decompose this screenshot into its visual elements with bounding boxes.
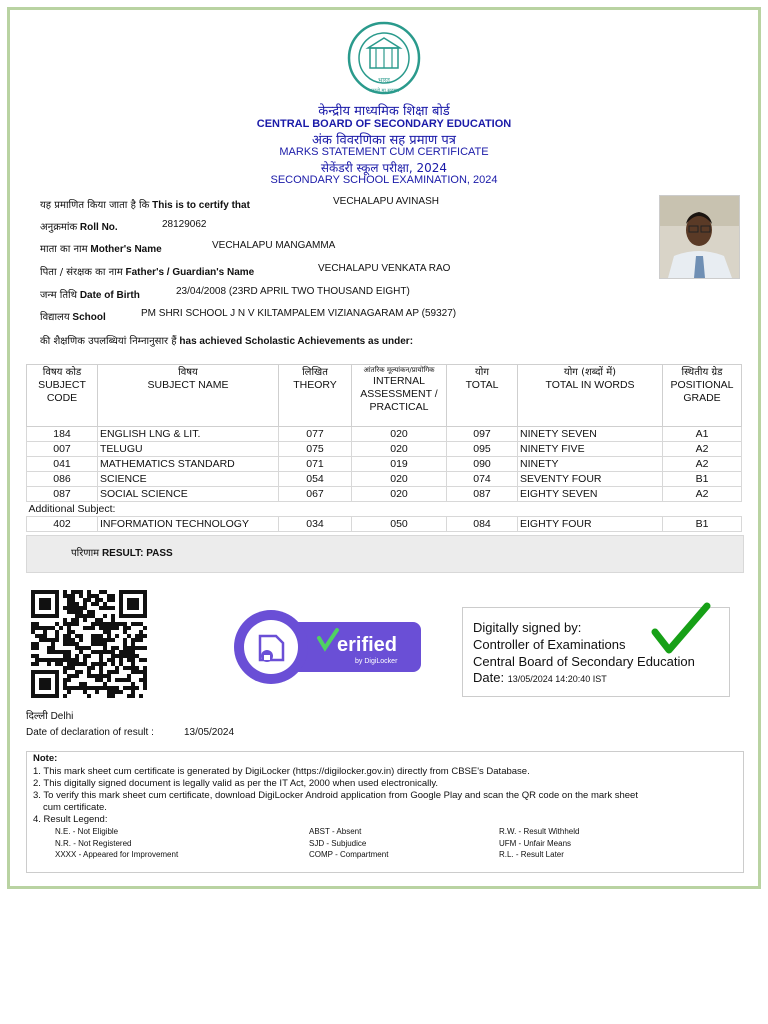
subject-code: 087	[27, 487, 98, 502]
signature-date-value: 13/05/2024 14:20:40 IST	[507, 674, 607, 684]
student-name: VECHALAPU AVINASH	[333, 196, 439, 207]
grade: B1	[663, 517, 742, 532]
theory-marks: 067	[279, 487, 352, 502]
result-label-hindi: परिणाम	[71, 548, 100, 559]
dob-value: 23/04/2008 (23RD APRIL TWO THOUSAND EIGHT)	[176, 286, 410, 297]
subject-code: 402	[27, 517, 98, 532]
total-marks: 087	[447, 487, 518, 502]
subject-name: TELUGU	[98, 442, 279, 457]
signed-by-label: Digitally signed by:	[473, 620, 582, 635]
logo-text: भारत	[378, 77, 390, 84]
grade: A1	[663, 427, 742, 442]
total-words: NINETY	[518, 457, 663, 472]
theory-marks: 034	[279, 517, 352, 532]
board-name-english: CENTRAL BOARD OF SECONDARY EDUCATION	[256, 118, 512, 130]
result-line	[71, 545, 173, 559]
total-words: EIGHTY SEVEN	[518, 487, 663, 502]
declaration-label: Date of declaration of result :	[26, 727, 154, 738]
header-internal: आंतरिक मूल्यांकन/प्रायोगिक INTERNAL ASSESSMENT / PRACTICAL	[352, 365, 447, 427]
result-value: PASS	[146, 548, 173, 559]
certify-label: यह प्रमाणित किया जाता है कि This is to certify that	[40, 200, 250, 211]
cbse-logo	[346, 20, 422, 100]
father-name: VECHALAPU VENKATA RAO	[318, 263, 451, 274]
certificate-title-hindi: अंक विवरणिका सह प्रमाण पत्र	[312, 133, 456, 148]
grade: A2	[663, 457, 742, 472]
theory-marks: 077	[279, 427, 352, 442]
check-icon	[651, 602, 711, 656]
note-item: 3. To verify this mark sheet cum certificate, download DigiLocker Android application from Google Play and scan the QR code on the mark sheet	[33, 790, 638, 801]
table-row	[27, 487, 742, 502]
legend-item: R.L. - Result Later	[499, 850, 564, 859]
exam-title-hindi: सेकेंडरी स्कूल परीक्षा, 2024	[320, 161, 448, 175]
internal-marks: 020	[352, 442, 447, 457]
subject-name: SCIENCE	[98, 472, 279, 487]
subject-name: SOCIAL SCIENCE	[98, 487, 279, 502]
note-item: 4. Result Legend:	[33, 814, 108, 825]
exam-title-english: SECONDARY SCHOOL EXAMINATION, 2024	[270, 174, 498, 186]
total-marks: 084	[447, 517, 518, 532]
total-marks: 097	[447, 427, 518, 442]
notes-section	[26, 751, 744, 873]
total-marks: 095	[447, 442, 518, 457]
total-words: SEVENTY FOUR	[518, 472, 663, 487]
internal-marks: 050	[352, 517, 447, 532]
theory-marks: 075	[279, 442, 352, 457]
legend-item: XXXX - Appeared for Improvement	[55, 850, 179, 859]
legend-item: N.R. - Not Registered	[55, 839, 132, 848]
mother-name: VECHALAPU MANGAMMA	[212, 240, 336, 251]
additional-subject-label: Additional Subject:	[27, 502, 742, 517]
table-row	[27, 472, 742, 487]
logo-motto: असतो मा सद्गमय	[368, 88, 400, 94]
header-total-words: योग (शब्दों में) TOTAL IN WORDS	[518, 365, 663, 427]
theory-marks: 054	[279, 472, 352, 487]
total-marks: 074	[447, 472, 518, 487]
table-row	[27, 427, 742, 442]
header-theory: लिखित THEORY	[279, 365, 352, 427]
father-label: पिता / संरक्षक का नाम Father's / Guardian's Name	[40, 267, 255, 278]
dob-label: जन्म तिथि Date of Birth	[40, 290, 140, 301]
header-grade: स्थितीय ग्रेड POSITIONAL GRADE	[663, 365, 742, 427]
header-subject-name: विषय SUBJECT NAME	[98, 365, 279, 427]
result-label: RESULT:	[101, 548, 144, 559]
marks-table	[26, 364, 742, 532]
roll-number: 28129062	[162, 219, 207, 230]
legend-item: UFM - Unfair Means	[499, 839, 572, 848]
roll-label: अनुक्रमांक Roll No.	[40, 222, 118, 233]
subject-code: 007	[27, 442, 98, 457]
legend-item: COMP - Compartment	[309, 850, 389, 859]
verified-text: erified	[337, 634, 398, 656]
by-digilocker-text: by DigiLocker	[355, 658, 398, 665]
notes-title: Note:	[33, 753, 58, 764]
internal-marks: 020	[352, 427, 447, 442]
table-row	[27, 457, 742, 472]
internal-marks: 019	[352, 457, 447, 472]
subject-name: INFORMATION TECHNOLOGY	[98, 517, 279, 532]
header-subject-code: विषय कोड SUBJECT CODE	[27, 365, 98, 427]
student-photo	[659, 195, 740, 279]
school-label: विद्यालय School	[40, 312, 106, 323]
place: दिल्ली Delhi	[26, 711, 74, 722]
subject-code: 086	[27, 472, 98, 487]
legend-item: N.E. - Not Eligible	[55, 827, 119, 836]
header-total: योग TOTAL	[447, 365, 518, 427]
signer-organization: Central Board of Secondary Education	[473, 654, 695, 669]
mother-label: माता का नाम Mother's Name	[40, 244, 162, 255]
achievement-label: की शैक्षणिक उपलब्धियां निम्नानुसार हैं has achieved Scholastic Achievements as under:	[40, 336, 414, 347]
signer-title: Controller of Examinations	[473, 637, 626, 652]
total-words: EIGHTY FOUR	[518, 517, 663, 532]
subject-name: ENGLISH LNG & LIT.	[98, 427, 279, 442]
table-row	[27, 517, 742, 532]
digital-signature-box	[462, 607, 730, 697]
subject-code: 041	[27, 457, 98, 472]
board-name-hindi: केन्द्रीय माध्यमिक शिक्षा बोर्ड	[318, 104, 450, 119]
legend-item: SJD - Subjudice	[309, 839, 367, 848]
result-box	[26, 535, 744, 573]
total-words: NINETY FIVE	[518, 442, 663, 457]
internal-marks: 020	[352, 472, 447, 487]
subject-name: MATHEMATICS STANDARD	[98, 457, 279, 472]
grade: B1	[663, 472, 742, 487]
grade: A2	[663, 487, 742, 502]
total-words: NINETY SEVEN	[518, 427, 663, 442]
signature-date	[473, 670, 607, 685]
note-item: 2. This digitally signed document is legally valid as per the IT Act, 2000 when used electronically.	[33, 778, 439, 789]
theory-marks: 071	[279, 457, 352, 472]
certificate-title-english: MARKS STATEMENT CUM CERTIFICATE	[279, 146, 489, 158]
legend-item: R.W. - Result Withheld	[499, 827, 580, 836]
qr-code[interactable]	[31, 590, 147, 698]
internal-marks: 020	[352, 487, 447, 502]
table-row	[27, 442, 742, 457]
grade: A2	[663, 442, 742, 457]
digilocker-verified-badge	[233, 610, 421, 684]
signature-date-label: Date:	[473, 670, 505, 685]
total-marks: 090	[447, 457, 518, 472]
note-item: cum certificate.	[43, 802, 107, 813]
declaration-date: 13/05/2024	[184, 727, 235, 738]
subject-code: 184	[27, 427, 98, 442]
legend-item: ABST - Absent	[309, 827, 362, 836]
school-value: PM SHRI SCHOOL J N V KILTAMPALEM VIZIANAGARAM AP (59327)	[141, 308, 457, 319]
note-item: 1. This mark sheet cum certificate is generated by DigiLocker (https://digilocker.gov.in) directly from CBSE's Database.	[33, 766, 530, 777]
additional-subject-row	[27, 502, 742, 517]
